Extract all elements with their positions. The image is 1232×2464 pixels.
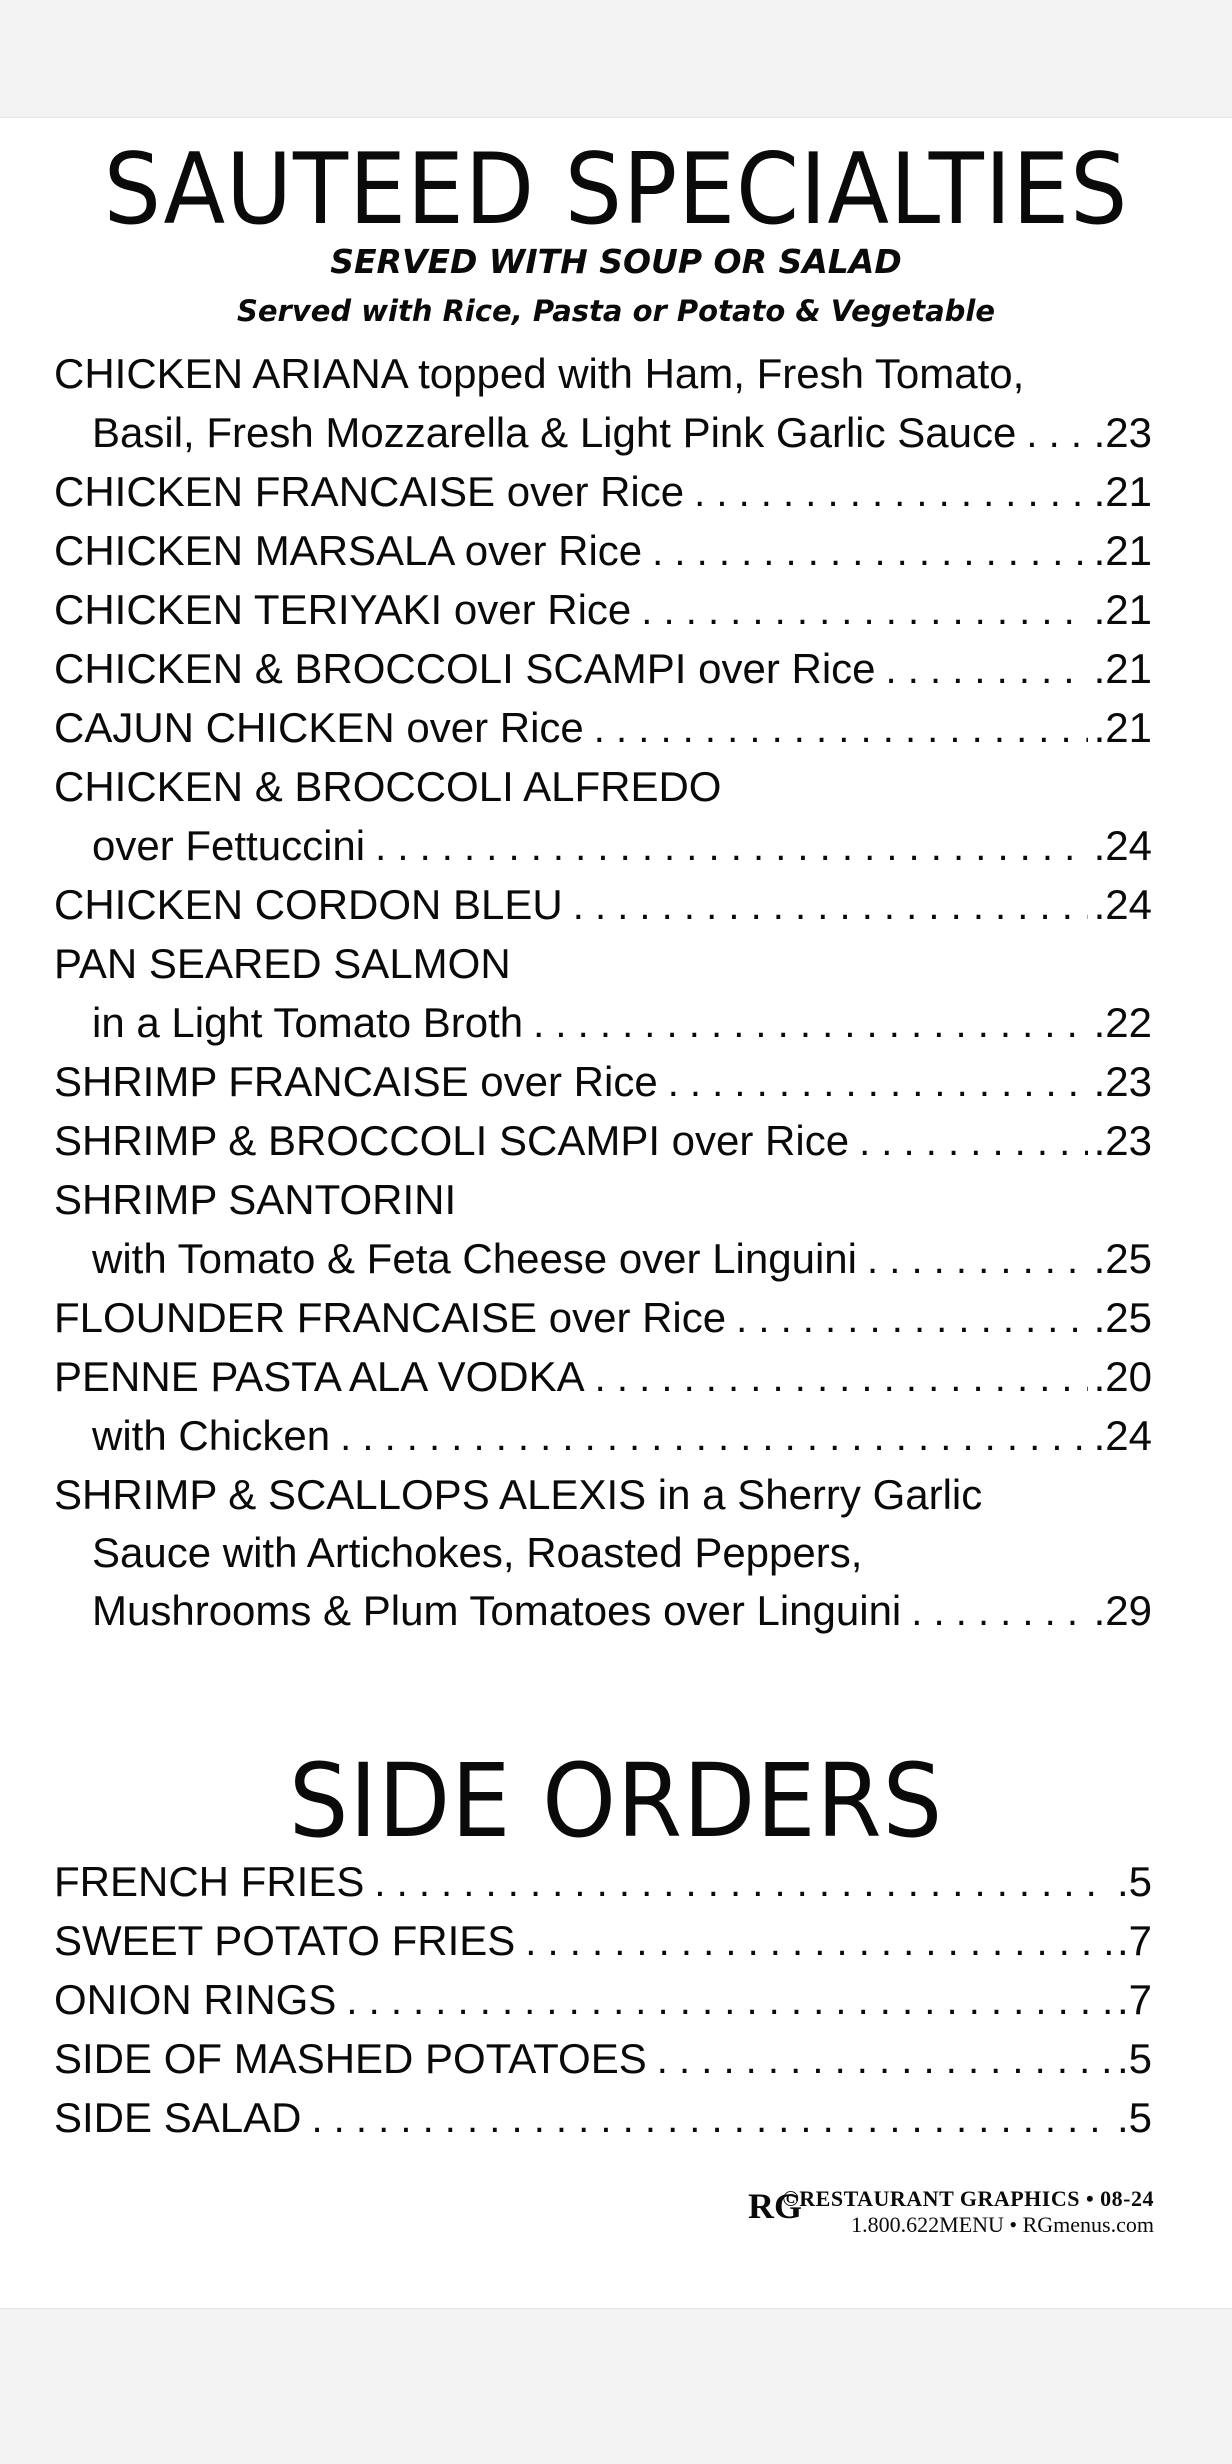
item-price: .29 [1093,1587,1152,1634]
item-price: .24 [1093,881,1152,928]
dot-leader [911,1583,1087,1641]
side-orders-title: SIDE ORDERS [288,1742,944,1861]
item-price: .21 [1093,468,1152,515]
item-name: CHICKEN MARSALA over Rice [54,527,643,574]
item-description: Sauce with Artichokes, Roasted Peppers, [92,1529,863,1576]
side-item-french-fries [54,1852,1152,1911]
item-description: in a Light Tomato Broth [92,999,524,1046]
item-name: SIDE OF MASHED POTATOES [54,2035,647,2082]
item-price: .21 [1093,645,1152,692]
dot-leader [533,995,1087,1054]
item-price: .23 [1093,409,1152,456]
dot-leader [375,818,1088,877]
item-name: PAN SEARED SALMON [54,940,511,987]
item-name: SHRIMP SANTORINI [54,1176,457,1223]
dot-leader [374,1854,1111,1913]
item-price: .7 [1116,1917,1152,1964]
item-description: Basil, Fresh Mozzarella & Light Pink Garlic Sauce [92,409,1017,456]
dot-leader [1026,405,1087,464]
item-price: .23 [1093,1117,1152,1164]
served-with-sides-subtitle: Served with Rice, Pasta or Potato & Vegetable [236,294,996,328]
dot-leader [641,582,1087,641]
menu-item-cajun-chicken [54,698,1152,757]
side-item-sweet-potato-fries [54,1911,1152,1970]
item-name: CHICKEN TERIYAKI over Rice [54,586,632,633]
menu-item-chicken-cordon-bleu [54,875,1152,934]
dot-leader [657,2031,1111,2090]
restaurant-graphics-logo: RG [748,2186,802,2226]
item-name: SHRIMP FRANCAISE over Rice [54,1058,658,1105]
item-name: ONION RINGS [54,1976,337,2023]
menu-item-shrimp-scallops-alexis [54,1465,1152,1640]
menu-item-chicken-ariana [54,344,1152,462]
printer-credit [634,2186,1154,2238]
item-price: .5 [1116,2094,1152,2141]
item-description: with Tomato & Feta Cheese over Linguini [92,1235,857,1282]
menu-item-shrimp-francaise [54,1052,1152,1111]
item-price: .25 [1093,1235,1152,1282]
menu-item-chicken-teriyaki [54,580,1152,639]
menu-item-chicken-broccoli-alfredo [54,757,1152,875]
dot-leader [311,2090,1111,2149]
item-price: .25 [1093,1294,1152,1341]
item-name: SWEET POTATO FRIES [54,1917,516,1964]
item-name: SIDE SALAD [54,2094,302,2141]
dot-leader [573,877,1088,936]
item-option: with Chicken [92,1412,331,1459]
dot-leader [340,1408,1088,1467]
item-name: FRENCH FRIES [54,1858,365,1905]
dot-leader [595,1349,1088,1408]
item-name: CHICKEN & BROCCOLI SCAMPI over Rice [54,645,876,692]
item-option-price: .24 [1093,1412,1152,1459]
menu-item-shrimp-santorini [54,1170,1152,1288]
item-price: .20 [1093,1353,1152,1400]
menu-item-penne-vodka [54,1347,1152,1465]
dot-leader [668,1054,1088,1113]
item-price: .21 [1093,704,1152,751]
item-price: .5 [1116,2035,1152,2082]
dot-leader [525,1913,1111,1972]
item-name: CAJUN CHICKEN over Rice [54,704,584,751]
item-name: CHICKEN & BROCCOLI ALFREDO [54,763,722,810]
menu-item-shrimp-broccoli-scampi [54,1111,1152,1170]
item-description: over Fettuccini [92,822,366,869]
menu-item-flounder-francaise [54,1288,1152,1347]
menu-item-chicken-broccoli-scampi [54,639,1152,698]
menu-item-pan-seared-salmon [54,934,1152,1052]
dot-leader [594,700,1088,759]
item-name: SHRIMP & SCALLOPS ALEXIS in a Sherry Garlic [54,1471,983,1518]
dot-leader [867,1231,1088,1290]
item-description: Mushrooms & Plum Tomatoes over Linguini [92,1587,902,1634]
item-price: .22 [1093,999,1152,1046]
item-name: PENNE PASTA ALA VODKA [54,1353,585,1400]
item-price: .21 [1093,586,1152,633]
dot-leader [694,464,1087,523]
item-name: CHICKEN FRANCAISE over Rice [54,468,685,515]
item-name: FLOUNDER FRANCAISE over Rice [54,1294,727,1341]
item-name: CHICKEN ARIANA topped with Ham, Fresh Tomato, [54,350,1025,397]
credit-copyright: ©RESTAURANT GRAPHICS • 08-24 [782,2186,1154,2211]
dot-leader [346,1972,1111,2031]
sauteed-specialties-title: SAUTEED SPECIALTIES [103,133,1129,247]
side-item-side-salad [54,2088,1152,2147]
item-price: .24 [1093,822,1152,869]
item-price: .7 [1116,1976,1152,2023]
dot-leader [859,1113,1088,1172]
item-price: .21 [1093,527,1152,574]
item-name: CHICKEN CORDON BLEU [54,881,563,928]
menu-item-chicken-marsala [54,521,1152,580]
side-item-onion-rings [54,1970,1152,2029]
dot-leader [736,1290,1087,1349]
menu-item-chicken-francaise [54,462,1152,521]
item-price: .23 [1093,1058,1152,1105]
credit-contact: 1.800.622MENU • RGmenus.com [851,2212,1154,2237]
side-item-mashed-potatoes [54,2029,1152,2088]
item-price: .5 [1116,1858,1152,1905]
dot-leader [652,523,1087,582]
item-name: SHRIMP & BROCCOLI SCAMPI over Rice [54,1117,850,1164]
served-with-soup-salad-subtitle: SERVED WITH SOUP OR SALAD [330,242,902,281]
dot-leader [886,641,1088,700]
sauteed-specialties-list [54,344,1152,1640]
side-orders-list [54,1852,1152,2147]
